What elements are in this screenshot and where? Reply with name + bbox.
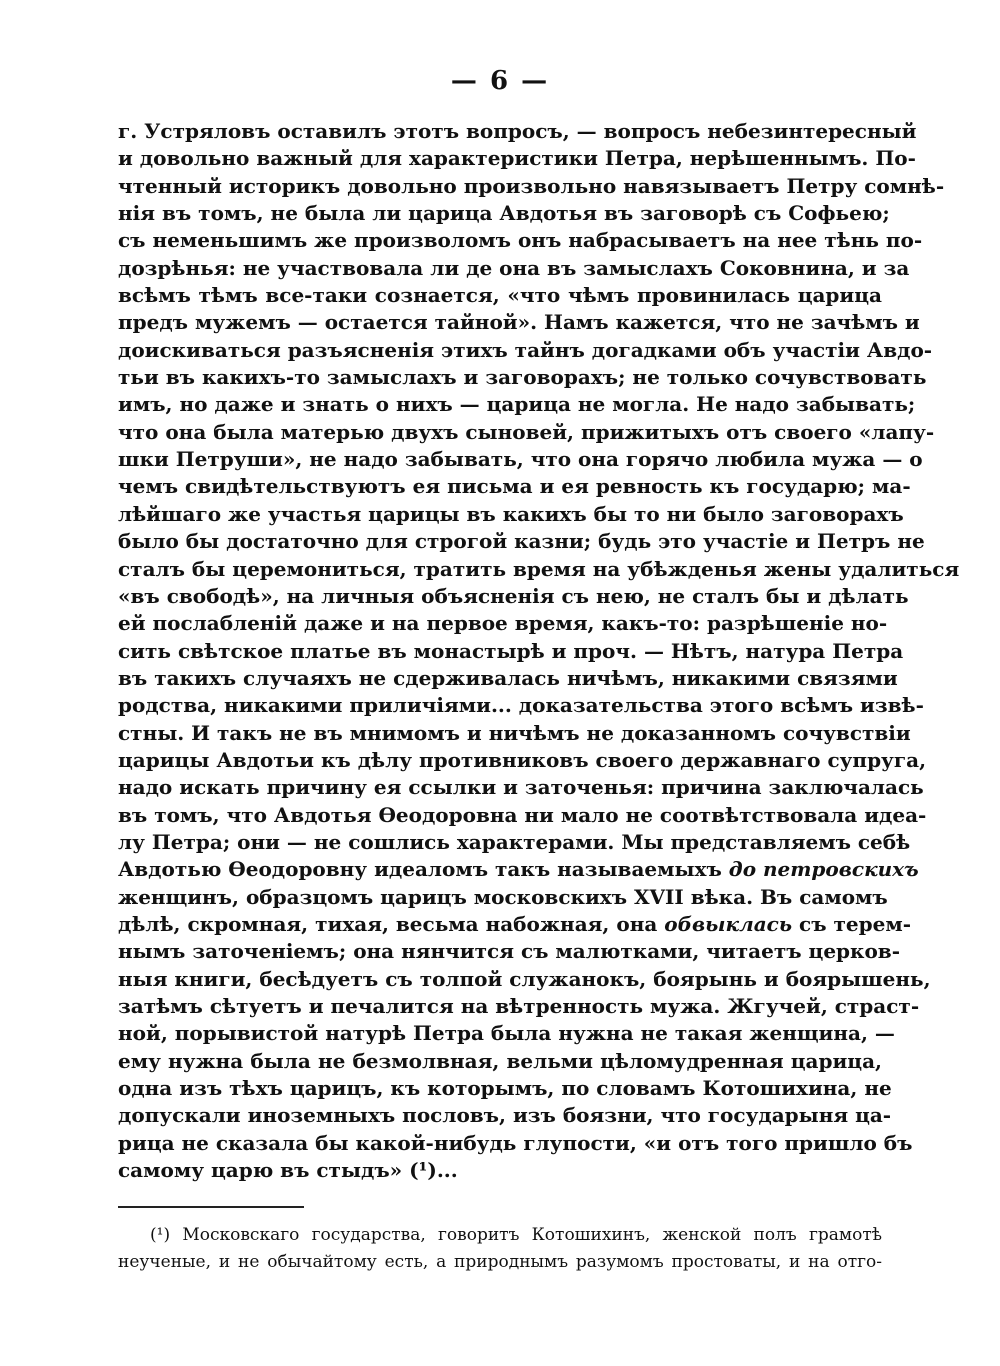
page-number: — 6 — (450, 66, 550, 96)
text-line: чемъ свидѣтельствуютъ ея письма и ея ревность къ государю; ма- (118, 474, 911, 499)
text-line: шки Петруши», не надо забывать, что она горячо любила мужа — о (118, 447, 923, 472)
footnote-line: (¹) Московскаго государства, говоритъ Котошихинъ, женской полъ грамотѣ (150, 1225, 882, 1245)
italic-phrase: до петровскихъ (728, 857, 919, 882)
text-line: г. Устряловъ оставилъ этотъ вопросъ, — вопросъ небезинтересный (118, 119, 917, 143)
text-segment: Авдотью Ѳеодоровну идеаломъ такъ называемыхъ (118, 857, 722, 882)
text-line: лѣйшаго же участья царицы въ какихъ бы то ни было заговорахъ (118, 501, 904, 526)
text-segment: дѣлѣ, скромная, тихая, весьма набожная, она (118, 911, 658, 936)
text-line: доискиваться разъясненія этихъ тайнъ догадками объ участіи Авдо- (118, 337, 933, 362)
footnote-line: неученые, и не обычайтому есть, а природнымъ разумомъ простоваты, и на отго- (118, 1252, 882, 1272)
text-line: ной, порывистой натурѣ Петра была нужна не такая женщина, — (118, 1021, 895, 1046)
main-text (118, 118, 960, 1184)
text-line: женщинъ, образцомъ царицъ московскихъ XVII вѣка. Въ самомъ (118, 884, 888, 909)
text-line: ему нужна была не безмолвная, вельми цѣломудренная царица, (118, 1048, 882, 1073)
text-line: и довольно важный для характеристики Петра, нерѣшеннымъ. По- (118, 146, 916, 171)
text-line: имъ, но даже и знать о нихъ — царица не могла. Не надо забывать; (118, 392, 916, 417)
italic-phrase: обвыклась (664, 911, 793, 936)
footnote (118, 1222, 882, 1276)
text-line: рица не сказала бы какой-нибудь глупости, «и отъ того пришло бъ (118, 1130, 913, 1155)
text-line: затѣмъ сѣтуетъ и печалится на вѣтренность мужа. Жгучей, страст- (118, 994, 920, 1018)
text-line: нія въ томъ, не была ли царица Авдотья въ заговорѣ съ Софьею; (118, 201, 890, 226)
text-line: что она была матерью двухъ сыновей, прижитыхъ отъ своего «лапу- (118, 419, 935, 444)
text-line: одна изъ тѣхъ царицъ, къ которымъ, по словамъ Котошихина, не (118, 1076, 892, 1101)
text-line: ныя книги, бесѣдуетъ съ толпой служанокъ, боярынь и боярышень, (118, 966, 931, 991)
text-line: самому царю въ стыдъ» (¹)... (118, 1158, 458, 1183)
text-line: лу Петра; они — не сошлись характерами. Мы представляемъ себѣ (118, 829, 911, 854)
text-line: ей послабленій даже и на первое время, какъ-то: разрѣшеніе но- (118, 611, 888, 636)
text-line (118, 911, 911, 938)
text-line: предъ мужемъ — остается тайной». Намъ кажется, что не зачѣмъ и (118, 310, 920, 335)
text-line: царицы Авдотьи къ дѣлу противниковъ своего державнаго супруга, (118, 747, 927, 772)
text-line: родства, никакими приличіями... доказательства этого всѣмъ извѣ- (118, 693, 924, 718)
text-line (118, 856, 919, 883)
text-line: сталъ бы церемониться, тратить время на убѣжденья жены удалиться (118, 556, 960, 581)
text-line: «въ свободѣ», на личныя объясненія съ нею, не сталъ бы и дѣлать (118, 583, 909, 608)
text-line: съ неменьшимъ же произволомъ онъ набрасываетъ на нее тѣнь по- (118, 228, 923, 253)
text-segment: съ терем- (799, 911, 911, 936)
text-line: сить свѣтское платье въ монастырѣ и проч. — Нѣтъ, натура Петра (118, 638, 904, 663)
text-line: въ такихъ случаяхъ не сдерживалась ничѣмъ, никакими связями (118, 665, 898, 690)
text-line: допускали иноземныхъ пословъ, изъ боязни, что государыня ца- (118, 1103, 892, 1128)
text-line: въ томъ, что Авдотья Ѳеодоровна ни мало не соотвѣтствовала идеа- (118, 802, 927, 827)
text-line: было бы достаточно для строгой казни; будь это участіе и Петръ не (118, 529, 925, 554)
text-line: нымъ заточеніемъ; она нянчится съ малютками, читаетъ церков- (118, 939, 901, 964)
footnote-divider (118, 1206, 304, 1208)
text-line: тьи въ какихъ-то замыслахъ и заговорахъ; не только сочувствовать (118, 365, 927, 390)
text-line: стны. И такъ не въ мнимомъ и ничѣмъ не доказанномъ сочувствіи (118, 720, 911, 745)
text-line: чтенный историкъ довольно произвольно навязываетъ Петру сомнѣ- (118, 173, 945, 198)
text-line: дозрѣнья: не участвовала ли де она въ замыслахъ Соковнина, и за (118, 255, 910, 280)
text-line: надо искать причину ея ссылки и заточенья: причина заключалась (118, 775, 924, 800)
text-line: всѣмъ тѣмъ все-таки сознается, «что чѣмъ провинилась царица (118, 283, 882, 308)
